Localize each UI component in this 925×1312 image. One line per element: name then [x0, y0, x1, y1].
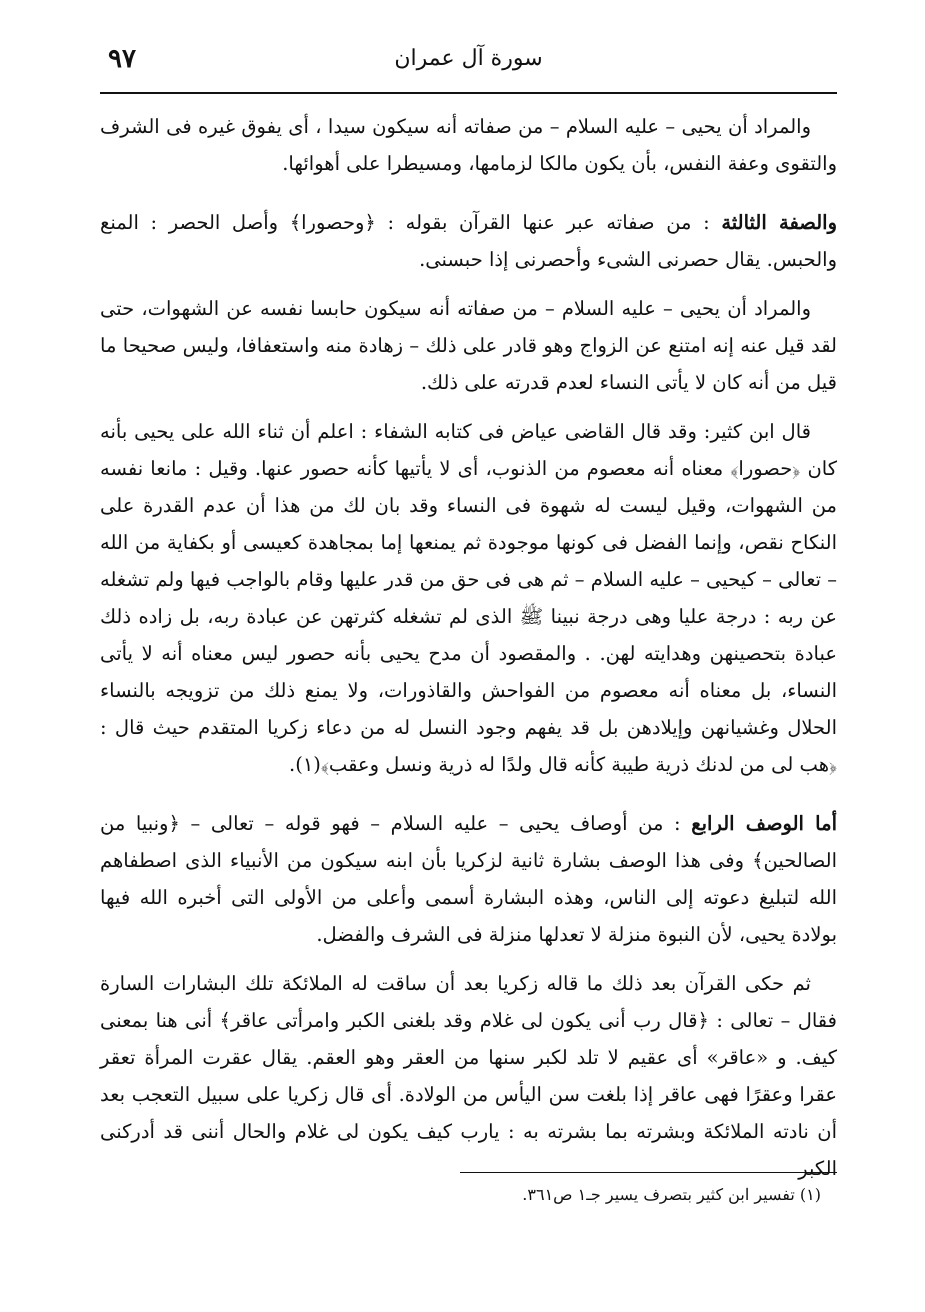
paragraph-1: والمراد أن يحيى – عليه السلام – من صفاته أنه سيكون سيدا ، أى يفوق غيره فى الشرف والتقوى وعفة النفس، بأن يكون مالكا لزمامها، ومسيطرا على أهوائها.	[100, 115, 837, 175]
paragraph-4: قال ابن كثير: وقد قال القاضى عياض فى كتابه الشفاء : اعلم أن ثناء الله على يحيى بأنه كان ﴿حصورا﴾ معناه أنه معصوم من الذنوب، أى لا يأتيها كأنه حصور عنها. وقيل : مانعا نفسه من الشهوات، وقيل ليست له شهوة فى النساء وقد بان لك من هذا أن عدم القدرة على النكاح نقص، وإنما الفضل فى كونها موجودة ثم يمنعها إما بمجاهدة كعيسى أو بكفاية من الله – تعالى – كيحيى – عليه السلام – ثم هى فى حق من قدر عليها وقام بالواجب فيها ولم تشغله عن ربه : درجة عليا وهى درجة نبينا ﷺ الذى لم تشغله كثرتهن عن عبادة ربه، بل زاده ذلك عبادة بتحصينهن وهدايته لهن. . والمقصود أن مدح يحيى بأنه حصور ليس معناه أنه لا يأتى النساء، بل معناه أنه معصوم من الفواحش والقاذورات، ولا يمنع ذلك من تزويجه بالنساء الحلال وغشيانهن وإيلادهن بل قد يفهم وجود النسل له من دعاء زكريا المتقدم حيث قال : ﴿هب لى من لدنك ذرية طيبة كأنه قال ولدًا له ذرية ونسل وعقب﴾(١).	[100, 420, 837, 776]
paragraph-5-heading: أما الوصف الرابع	[691, 812, 837, 835]
page-number: ٩٧	[108, 44, 136, 74]
paragraph-2-text: : من صفاته عبر عنها القرآن بقوله : ﴿وحصورا﴾ وأصل الحصر : المنع والحبس. يقال حصرنى الشىء وأحصرنى إذا حبسنى.	[100, 211, 837, 271]
paragraph-2	[100, 204, 837, 278]
paragraph-5-text: : من أوصاف يحيى – عليه السلام – فهو قوله – تعالى – ﴿ونبيا من الصالحين﴾ وفى هذا الوصف بشارة ثانية لزكريا بأن ابنه سيكون من الأنبياء الذى اصطفاهم الله لتبليغ دعوته إلى الناس، وهذه البشارة أسمى وأعلى من الأولى التى أخبره الله فيها بولادة يحيى، لأن النبوة منزلة لا تعدلها منزلة فى الشرف والفضل.	[100, 812, 837, 946]
paragraph-2-heading: والصفة الثالثة	[721, 211, 837, 234]
running-title: سورة آل عمران	[394, 46, 543, 71]
header-divider	[100, 92, 837, 94]
body-text	[100, 108, 837, 1199]
page-header	[100, 44, 837, 84]
paragraph-5	[100, 805, 837, 953]
paragraph-3: والمراد أن يحيى – عليه السلام – من صفاته أنه سيكون حابسا نفسه عن الشهوات، حتى لقد قيل عنه إنه امتنع عن الزواج وهو قادر على ذلك – زهادة منه واستعفافا، وليس صحيحا ما قيل من أنه كان لا يأتى النساء لعدم قدرته على ذلك.	[100, 297, 837, 394]
footnote-divider	[460, 1172, 837, 1173]
footnote: (١) تفسير ابن كثير بتصرف يسير جـ١ ص٣٦١.	[522, 1185, 821, 1204]
paragraph-6: ثم حكى القرآن بعد ذلك ما قاله زكريا بعد أن ساقت له الملائكة تلك البشارات السارة فقال – تعالى : ﴿قال رب أنى يكون لى غلام وقد بلغنى الكبر وامرأتى عاقر﴾ أنى هنا بمعنى كيف. و «عاقر» أى عقيم لا تلد لكبر سنها من العقر وهو العقم. يقال عقرت المرأة تعقر عقرا وعقرًا فهى عاقر إذا بلغت سن اليأس من الولادة. أى قال زكريا على سبيل التعجب بعد أن نادته الملائكة وبشرته بما بشرته به : يارب كيف يكون لى غلام والحال أننى قد أدركنى الكبر	[100, 972, 837, 1180]
